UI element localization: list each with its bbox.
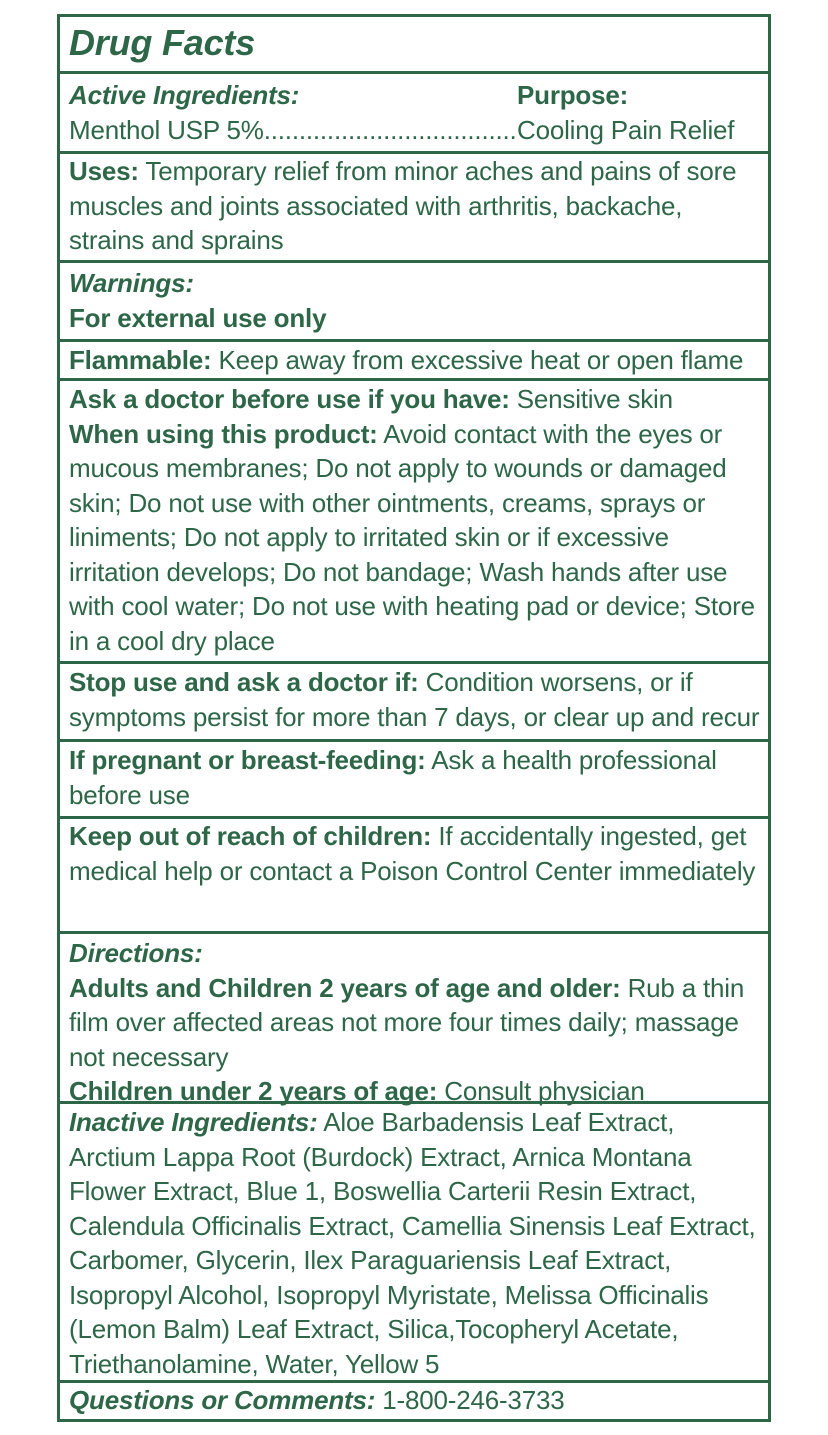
when-using-label: When using this product: — [69, 418, 378, 449]
keep-out-text: If accidentally ingested, get medical help or contact a Poison Control Center immediately — [69, 821, 756, 886]
uses-label: Uses: — [69, 156, 139, 186]
flammable-text: Keep away from excessive heat or open flame — [218, 345, 744, 375]
active-ingredients-section — [60, 74, 768, 154]
children-label: Children under 2 years of age: — [69, 1076, 438, 1106]
when-using-text: Avoid contact with the eyes or mucous membranes; Do not apply to wounds or damaged skin; Do not use with other ointments, creams, sprays or liniments; Do not apply to irritated skin or if excessive irritation develops; Do not bandage; Wash hands after use with cool water; Do not use with heating pad or device; Store in a cool dry place — [69, 418, 755, 656]
ask-doctor-section — [60, 381, 768, 664]
ask-doctor-label: Ask a doctor before use if you have: — [69, 384, 510, 414]
stop-use-text: Condition worsens, or if symptoms persist for more than 7 days, or clear up and recur — [69, 667, 760, 732]
adults-text: Rub a thin film over affected areas not more four times daily; massage not necessary — [69, 972, 745, 1072]
uses-section — [60, 154, 768, 263]
inactive-ingredients-text: Aloe Barbadensis Leaf Extract, Arctium Lappa Root (Burdock) Extract, Arnica Montana Flower Extract, Blue 1, Boswellia Carterii Resin Extract, Calendula Officinalis Extract, Camellia Sinensis Leaf Extract, Carbomer, Glycerin, Ilex Paraguariensis Leaf Extract, Isopropyl Alcohol, Isopropyl Myristate, Melissa Officinalis (Lemon Balm) Leaf Extract, Silica,Tocopheryl Acetate, Triethanolamine, Water, Yellow 5 — [69, 1107, 756, 1379]
active-ingredient: Menthol USP 5% — [69, 114, 264, 145]
ask-doctor-text: Sensitive skin — [516, 384, 673, 414]
pregnancy-text: Ask a health professional before use — [69, 745, 717, 810]
keep-out-section — [60, 819, 768, 934]
pregnancy-label: If pregnant or breast-feeding: — [69, 745, 426, 775]
directions-section — [60, 934, 768, 1104]
questions-phone: 1-800-246-3733 — [382, 1385, 565, 1415]
drug-facts-header — [60, 17, 768, 74]
directions-heading: Directions: — [69, 938, 203, 968]
warnings-section — [60, 263, 768, 342]
active-ingredients-heading: Active Ingredients: — [69, 80, 300, 110]
drug-facts-panel — [57, 14, 771, 1422]
flammable-section — [60, 342, 768, 381]
warnings-heading: Warnings: — [69, 268, 194, 298]
active-purpose: Cooling Pain Relief — [517, 114, 735, 145]
inactive-ingredients-section — [60, 1104, 768, 1383]
drug-facts-title: Drug Facts — [69, 22, 256, 63]
inactive-ingredients-label: Inactive Ingredients: — [69, 1107, 318, 1137]
flammable-label: Flammable: — [69, 345, 212, 375]
keep-out-label: Keep out of reach of children: — [69, 821, 432, 851]
uses-text: Temporary relief from minor aches and pains of sore muscles and joints associated with arthritis, backache, strains and sprains — [69, 156, 737, 255]
questions-label: Questions or Comments: — [69, 1385, 376, 1415]
leader-dots: .................................... — [263, 114, 517, 145]
children-text: Consult physician — [444, 1076, 645, 1106]
external-use-warning: For external use only — [69, 302, 327, 333]
stop-use-section — [60, 664, 768, 742]
pregnancy-section — [60, 742, 768, 819]
questions-section — [60, 1383, 768, 1419]
purpose-heading: Purpose: — [517, 80, 629, 110]
adults-label: Adults and Children 2 years of age and older: — [69, 972, 621, 1003]
stop-use-label: Stop use and ask a doctor if: — [69, 667, 419, 697]
